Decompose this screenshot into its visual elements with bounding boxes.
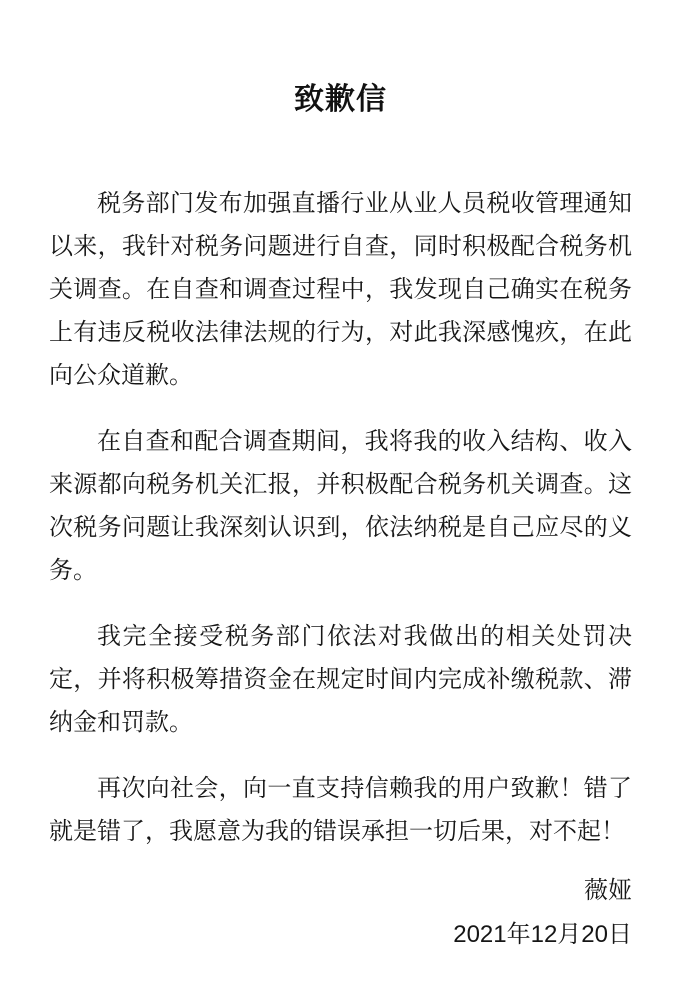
letter-title: 致歉信 bbox=[294, 83, 387, 116]
letter-date: 2021年12月20日 bbox=[453, 921, 632, 948]
paragraph-penalty-acceptance: 我完全接受税务部门依法对我做出的相关处罚决定，并将积极筹措资金在规定时间内完成补缴税款、滞纳金和罚款。 bbox=[49, 623, 632, 736]
letter-body bbox=[49, 182, 632, 853]
paragraph-cooperation: 在自查和配合调查期间，我将我的收入结构、收入来源都向税务机关汇报，并积极配合税务机关调查。这次税务问题让我深刻认识到，依法纳税是自己应尽的义务。 bbox=[49, 428, 632, 584]
paragraph-public-apology: 再次向社会，向一直支持信赖我的用户致歉！错了就是错了，我愿意为我的错误承担一切后果，对不起！ bbox=[49, 775, 632, 845]
paragraph-self-inspection: 税务部门发布加强直播行业从业人员税收管理通知以来，我针对税务问题进行自查，同时积极配合税务机关调查。在自查和调查过程中，我发现自己确实在税务上有违反税收法律法规的行为，对此我深感愧疚，在此向公众道歉。 bbox=[49, 190, 632, 389]
signature-block bbox=[49, 869, 632, 957]
signer-name: 薇娅 bbox=[584, 877, 632, 904]
